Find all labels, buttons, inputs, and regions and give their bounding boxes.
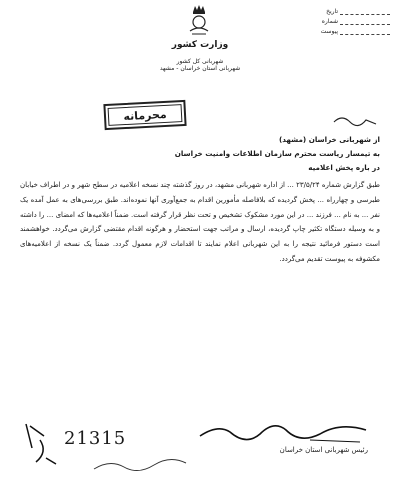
from-line: از شهربانی خراسان (مشهد): [278, 135, 380, 144]
meta-number: [270, 18, 390, 25]
handwritten-mark: [330, 110, 380, 130]
handwritten-scribble: [90, 455, 190, 475]
ministry-title: وزارت کشور: [171, 40, 229, 50]
subject-line: در باره پخش اعلامیه: [308, 163, 380, 172]
confidential-stamp: [103, 100, 186, 130]
meta-attachment: [270, 28, 390, 35]
lion-sun-emblem-icon: [184, 4, 214, 36]
meta-date-label: تاریخ: [326, 8, 339, 15]
police-subtitle: شهربانی کل کشور: [176, 58, 224, 65]
to-line: به تیمسار ریاست محترم سازمان اطلاعات وامنیت خراسان: [174, 149, 380, 158]
province-subtitle: شهربانی استان خراسان - مشهد: [159, 65, 241, 72]
meta-attachment-label: پیوست: [320, 28, 339, 35]
handwritten-annotation: [20, 418, 60, 468]
meta-date: [270, 8, 390, 15]
signature-title: رئیس شهربانی استان خراسان: [279, 446, 368, 454]
meta-number-label: شماره: [321, 18, 339, 25]
document-number: 21315: [64, 428, 127, 449]
confidential-stamp-text: محرمانه: [123, 107, 167, 124]
letter-body: طبق گزارش شماره ۲۳/۵/۲۴ ... از اداره شهربانی مشهد، در روز گذشته چند نسخه اعلامیه در سطح شهر و در اطراف خیابان طبرسی و چهارراه ... پخش گردیده که بلافاصله مأمورین اقدام به جمع‌آوری آنها نموده‌اند. طبق بررسی‌های به عمل آمده یک نفر ... به نام ... فرزند ... در این مورد مشکوک تشخیص و تحت نظر قرار گرفته است. ضمناً اعلامیه‌ها که امضای ... را داشته و به وسیله دستگاه تکثیر چاپ گردیده، ارسال و مراتب جهت استحضار و هرگونه اقدام مقتضی گزارش می‌گردد. خواهشمند است دستور فرمائید نتیجه را به این شهربانی اعلام نمایند تا اقدامات لازم معمول گردد. ضمناً یک نسخه از اعلامیه‌های مکشوفه به پیوست تقدیم می‌گردد.: [20, 181, 380, 263]
